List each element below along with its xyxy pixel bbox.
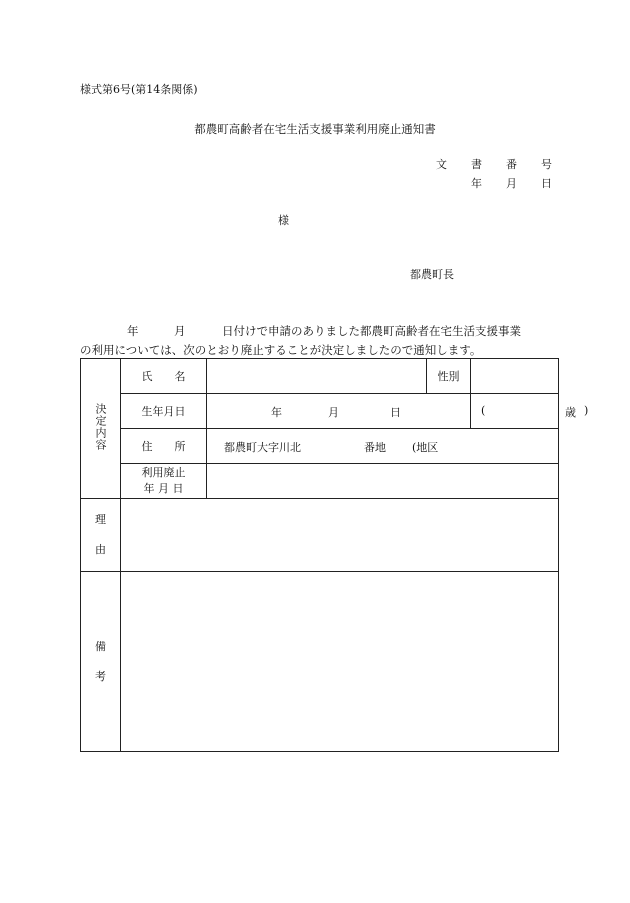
- body-year: 年: [127, 324, 139, 338]
- birth-month: 月: [328, 406, 339, 419]
- address-prefix: 都農町大字川北: [224, 441, 301, 454]
- body-line2-text: の利用については、次のとおり廃止することが決定しましたので通知します。: [80, 343, 482, 357]
- birth-day: 日: [390, 406, 401, 419]
- reason-label-1: 理: [95, 513, 106, 526]
- birth-year: 年: [271, 406, 282, 419]
- body-month: 月: [174, 324, 186, 338]
- address-value-cell[interactable]: [207, 429, 559, 464]
- reason-row: [81, 499, 559, 572]
- age-unit: 歳: [565, 406, 576, 419]
- reason-value-cell[interactable]: [121, 499, 559, 572]
- notice-form-table: [80, 358, 589, 752]
- abolish-label-year: 年: [143, 482, 155, 495]
- age-value-cell[interactable]: [471, 394, 589, 429]
- date-year: 年: [471, 177, 482, 190]
- birth-value-cell[interactable]: [207, 394, 471, 429]
- reason-label-2: 由: [95, 543, 106, 556]
- abolish-date-row: [81, 464, 559, 499]
- abolish-date-value-cell[interactable]: [207, 464, 559, 499]
- remarks-label-1: 備: [95, 639, 106, 653]
- gender-label: 性別: [437, 370, 460, 383]
- remarks-label-cell: [81, 572, 121, 752]
- address-label-cell: [121, 429, 207, 464]
- age-open-paren: (: [481, 404, 486, 417]
- address-label-2: 所: [174, 440, 186, 453]
- remarks-label-2: 考: [95, 669, 106, 683]
- name-value-cell[interactable]: [207, 359, 427, 394]
- address-label-1: 住: [141, 440, 153, 453]
- name-label-cell: [121, 359, 207, 394]
- abolish-label-1: 利用廃止: [141, 466, 186, 479]
- abolish-label-month: 月: [158, 482, 169, 495]
- remarks-value-cell[interactable]: [121, 572, 559, 752]
- document-title: 都農町高齢者在宅生活支援事業利用廃止通知書: [194, 122, 436, 136]
- doc-number-char: 番: [506, 158, 517, 171]
- district-open: (地区: [412, 441, 439, 454]
- gender-label-cell: [427, 359, 471, 394]
- decision-label-cell: [81, 359, 121, 499]
- doc-number-char: 文: [436, 158, 447, 171]
- abolish-label-day: 日: [172, 482, 184, 495]
- doc-number-char: 書: [471, 158, 482, 171]
- address-row: [81, 429, 559, 464]
- abolish-label-2: [121, 481, 206, 497]
- age-close-paren: ): [584, 404, 589, 417]
- date-month: 月: [506, 177, 517, 190]
- birth-label: 生年月日: [141, 405, 186, 418]
- issuer-name: 都農町長: [410, 268, 454, 281]
- birth-label-cell: [121, 394, 207, 429]
- abolish-label-cell: [121, 464, 207, 499]
- name-label-2: 名: [174, 370, 186, 383]
- remarks-row: [81, 572, 559, 752]
- decision-label: 決定内容: [94, 403, 107, 451]
- doc-number-char: 号: [541, 158, 552, 171]
- body-line1-text: 日付けで申請のありました都農町高齢者在宅生活支援事業: [222, 324, 521, 338]
- name-label-1: 氏: [141, 370, 153, 383]
- form-number: 様式第6号(第14条関係): [80, 83, 198, 96]
- address-banchi: 番地: [364, 441, 386, 454]
- date-day: 日: [541, 177, 552, 190]
- addressee-honorific: 様: [278, 214, 289, 227]
- birth-row: [81, 394, 559, 429]
- gender-value-cell[interactable]: [471, 359, 559, 394]
- reason-label-cell: [81, 499, 121, 572]
- name-row: [81, 359, 559, 394]
